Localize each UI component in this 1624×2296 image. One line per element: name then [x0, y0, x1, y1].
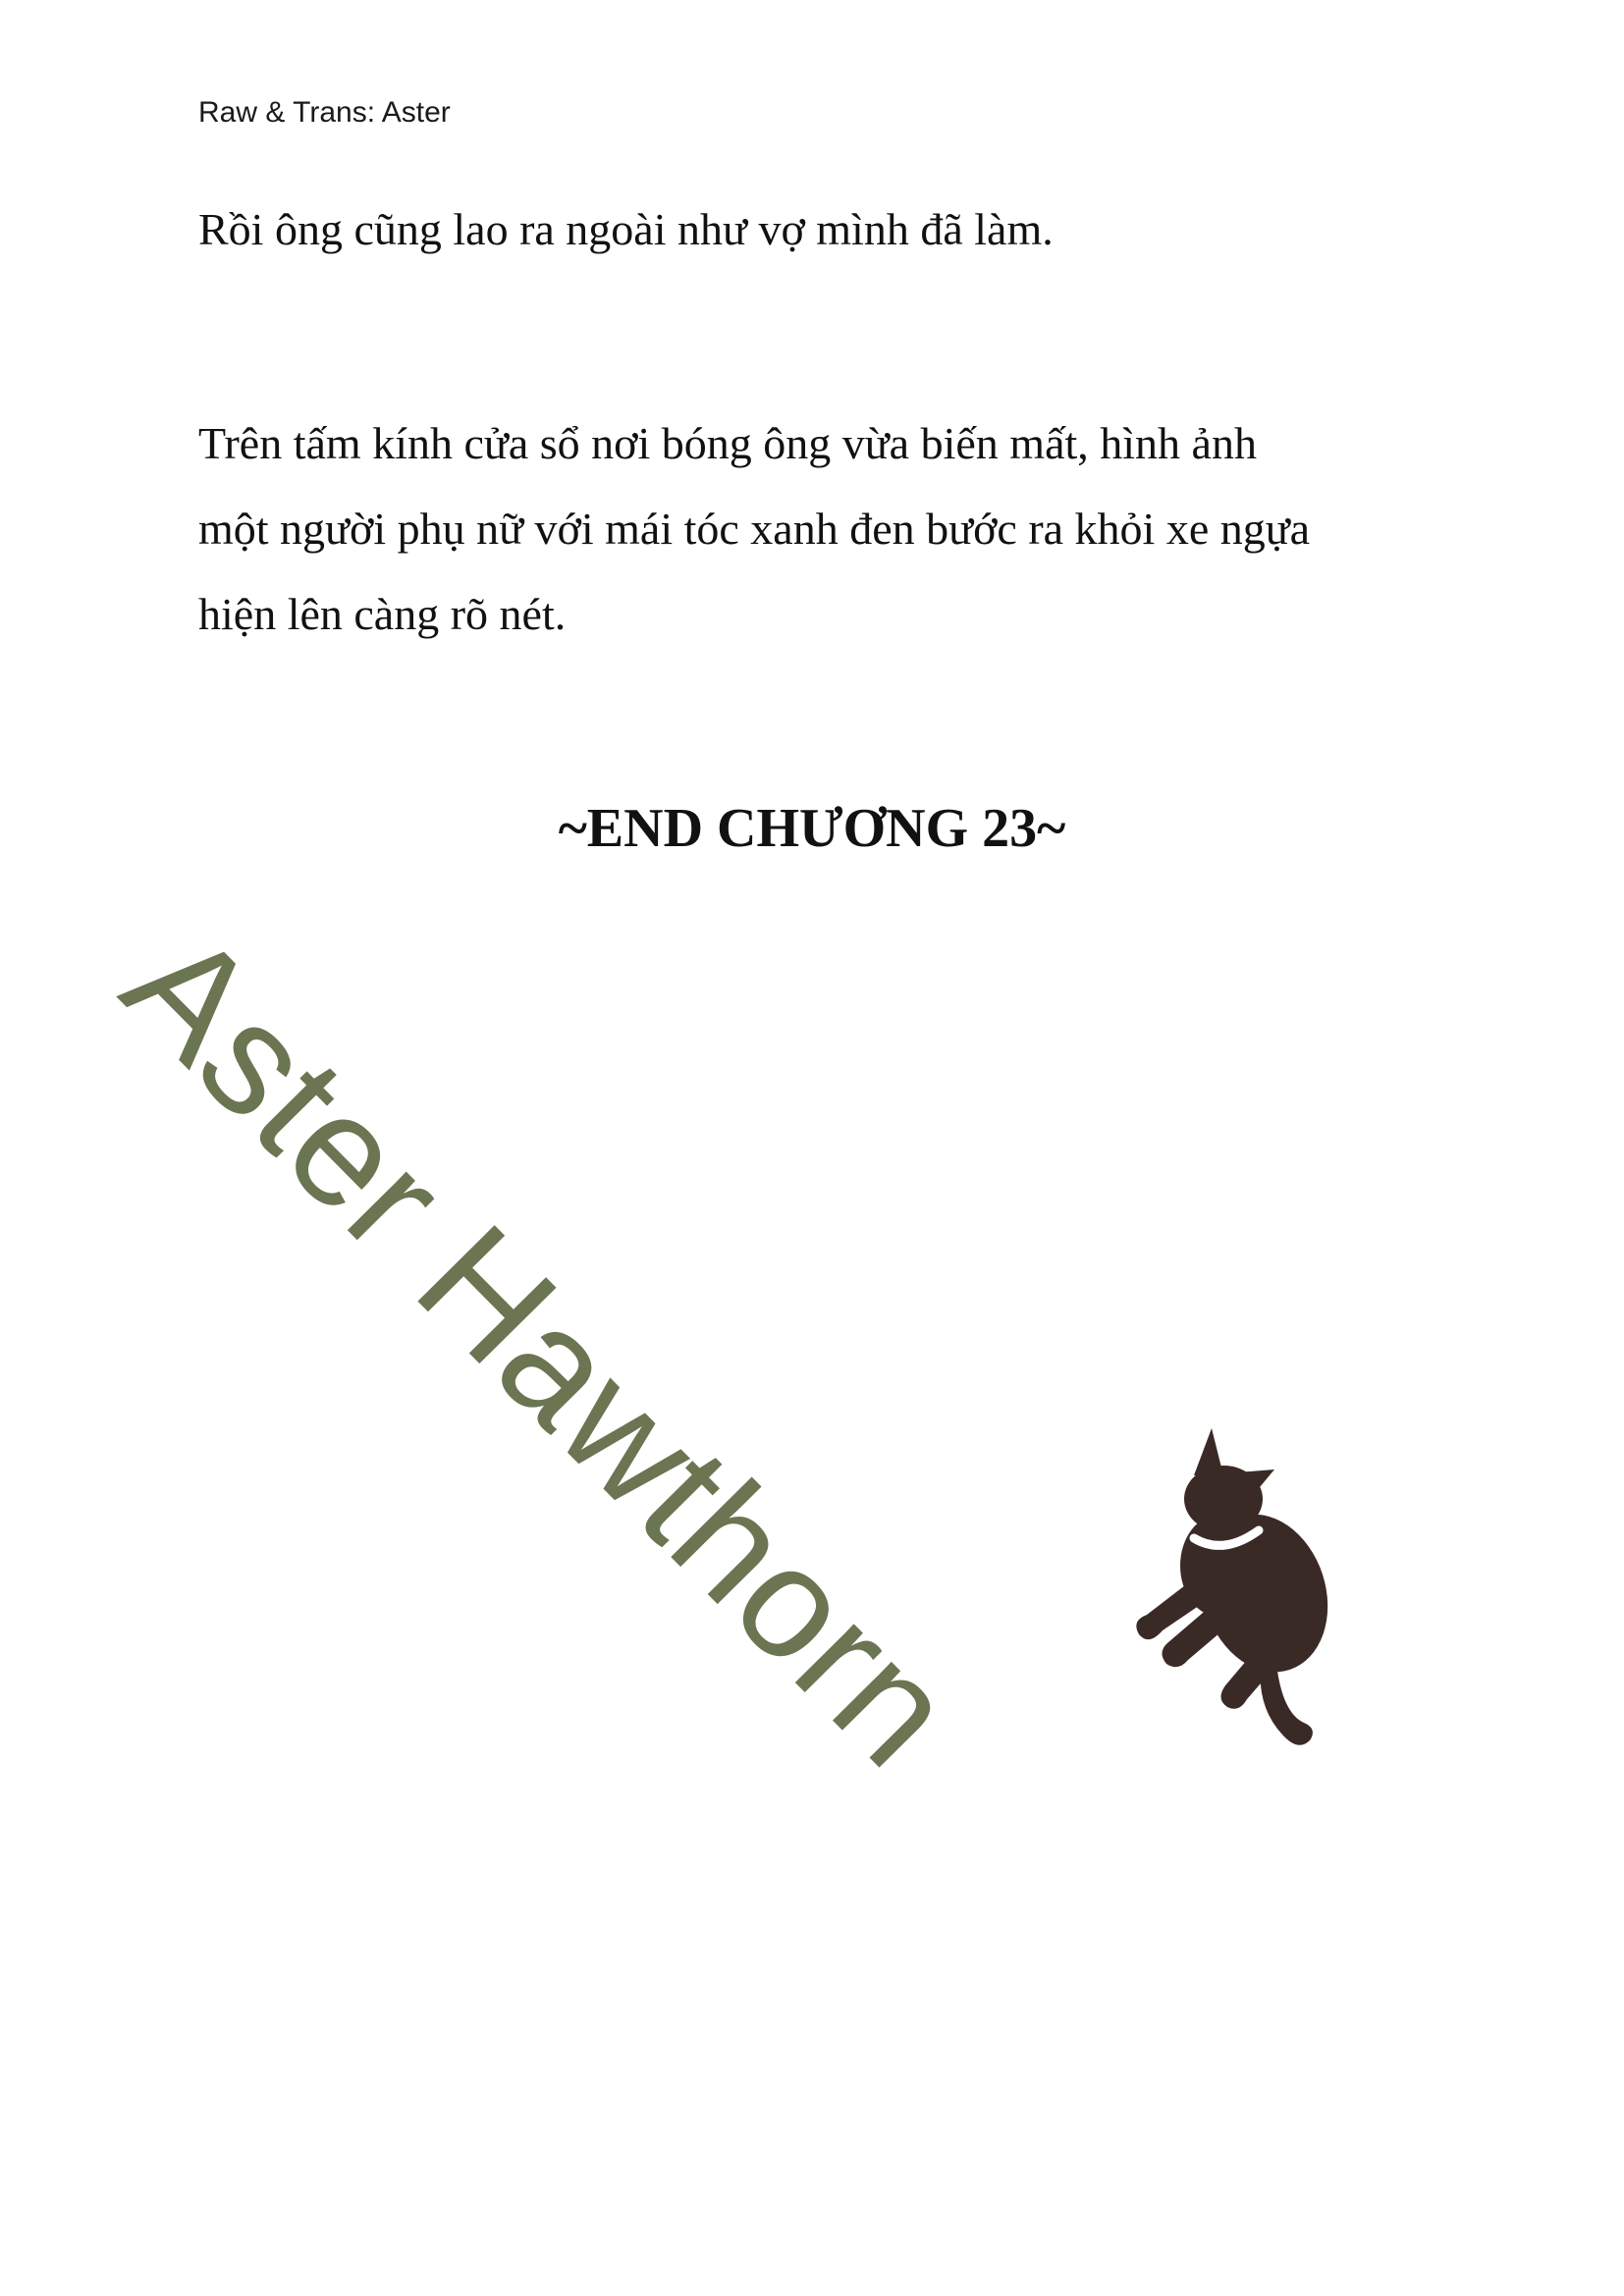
translator-credit: Raw & Trans: Aster — [198, 96, 451, 129]
watermark-text: Aster Hawthorn — [91, 895, 989, 1799]
paragraph-line: Trên tấm kính cửa sổ nơi bóng ông vừa biến mất, hình ảnh — [198, 418, 1257, 468]
chapter-end-title: ~END CHƯƠNG 23~ — [558, 798, 1066, 859]
cat-icon — [1129, 1428, 1335, 1752]
paragraph-line: hiện lên càng rõ nét. — [198, 589, 567, 639]
paragraph-line: một người phụ nữ với mái tóc xanh đen bước ra khỏi xe ngựa — [198, 504, 1311, 554]
paragraph-2 — [198, 400, 1475, 657]
paragraph-1 — [198, 187, 1475, 272]
paragraph-line: Rồi ông cũng lao ra ngoài như vợ mình đã làm. — [198, 204, 1054, 254]
